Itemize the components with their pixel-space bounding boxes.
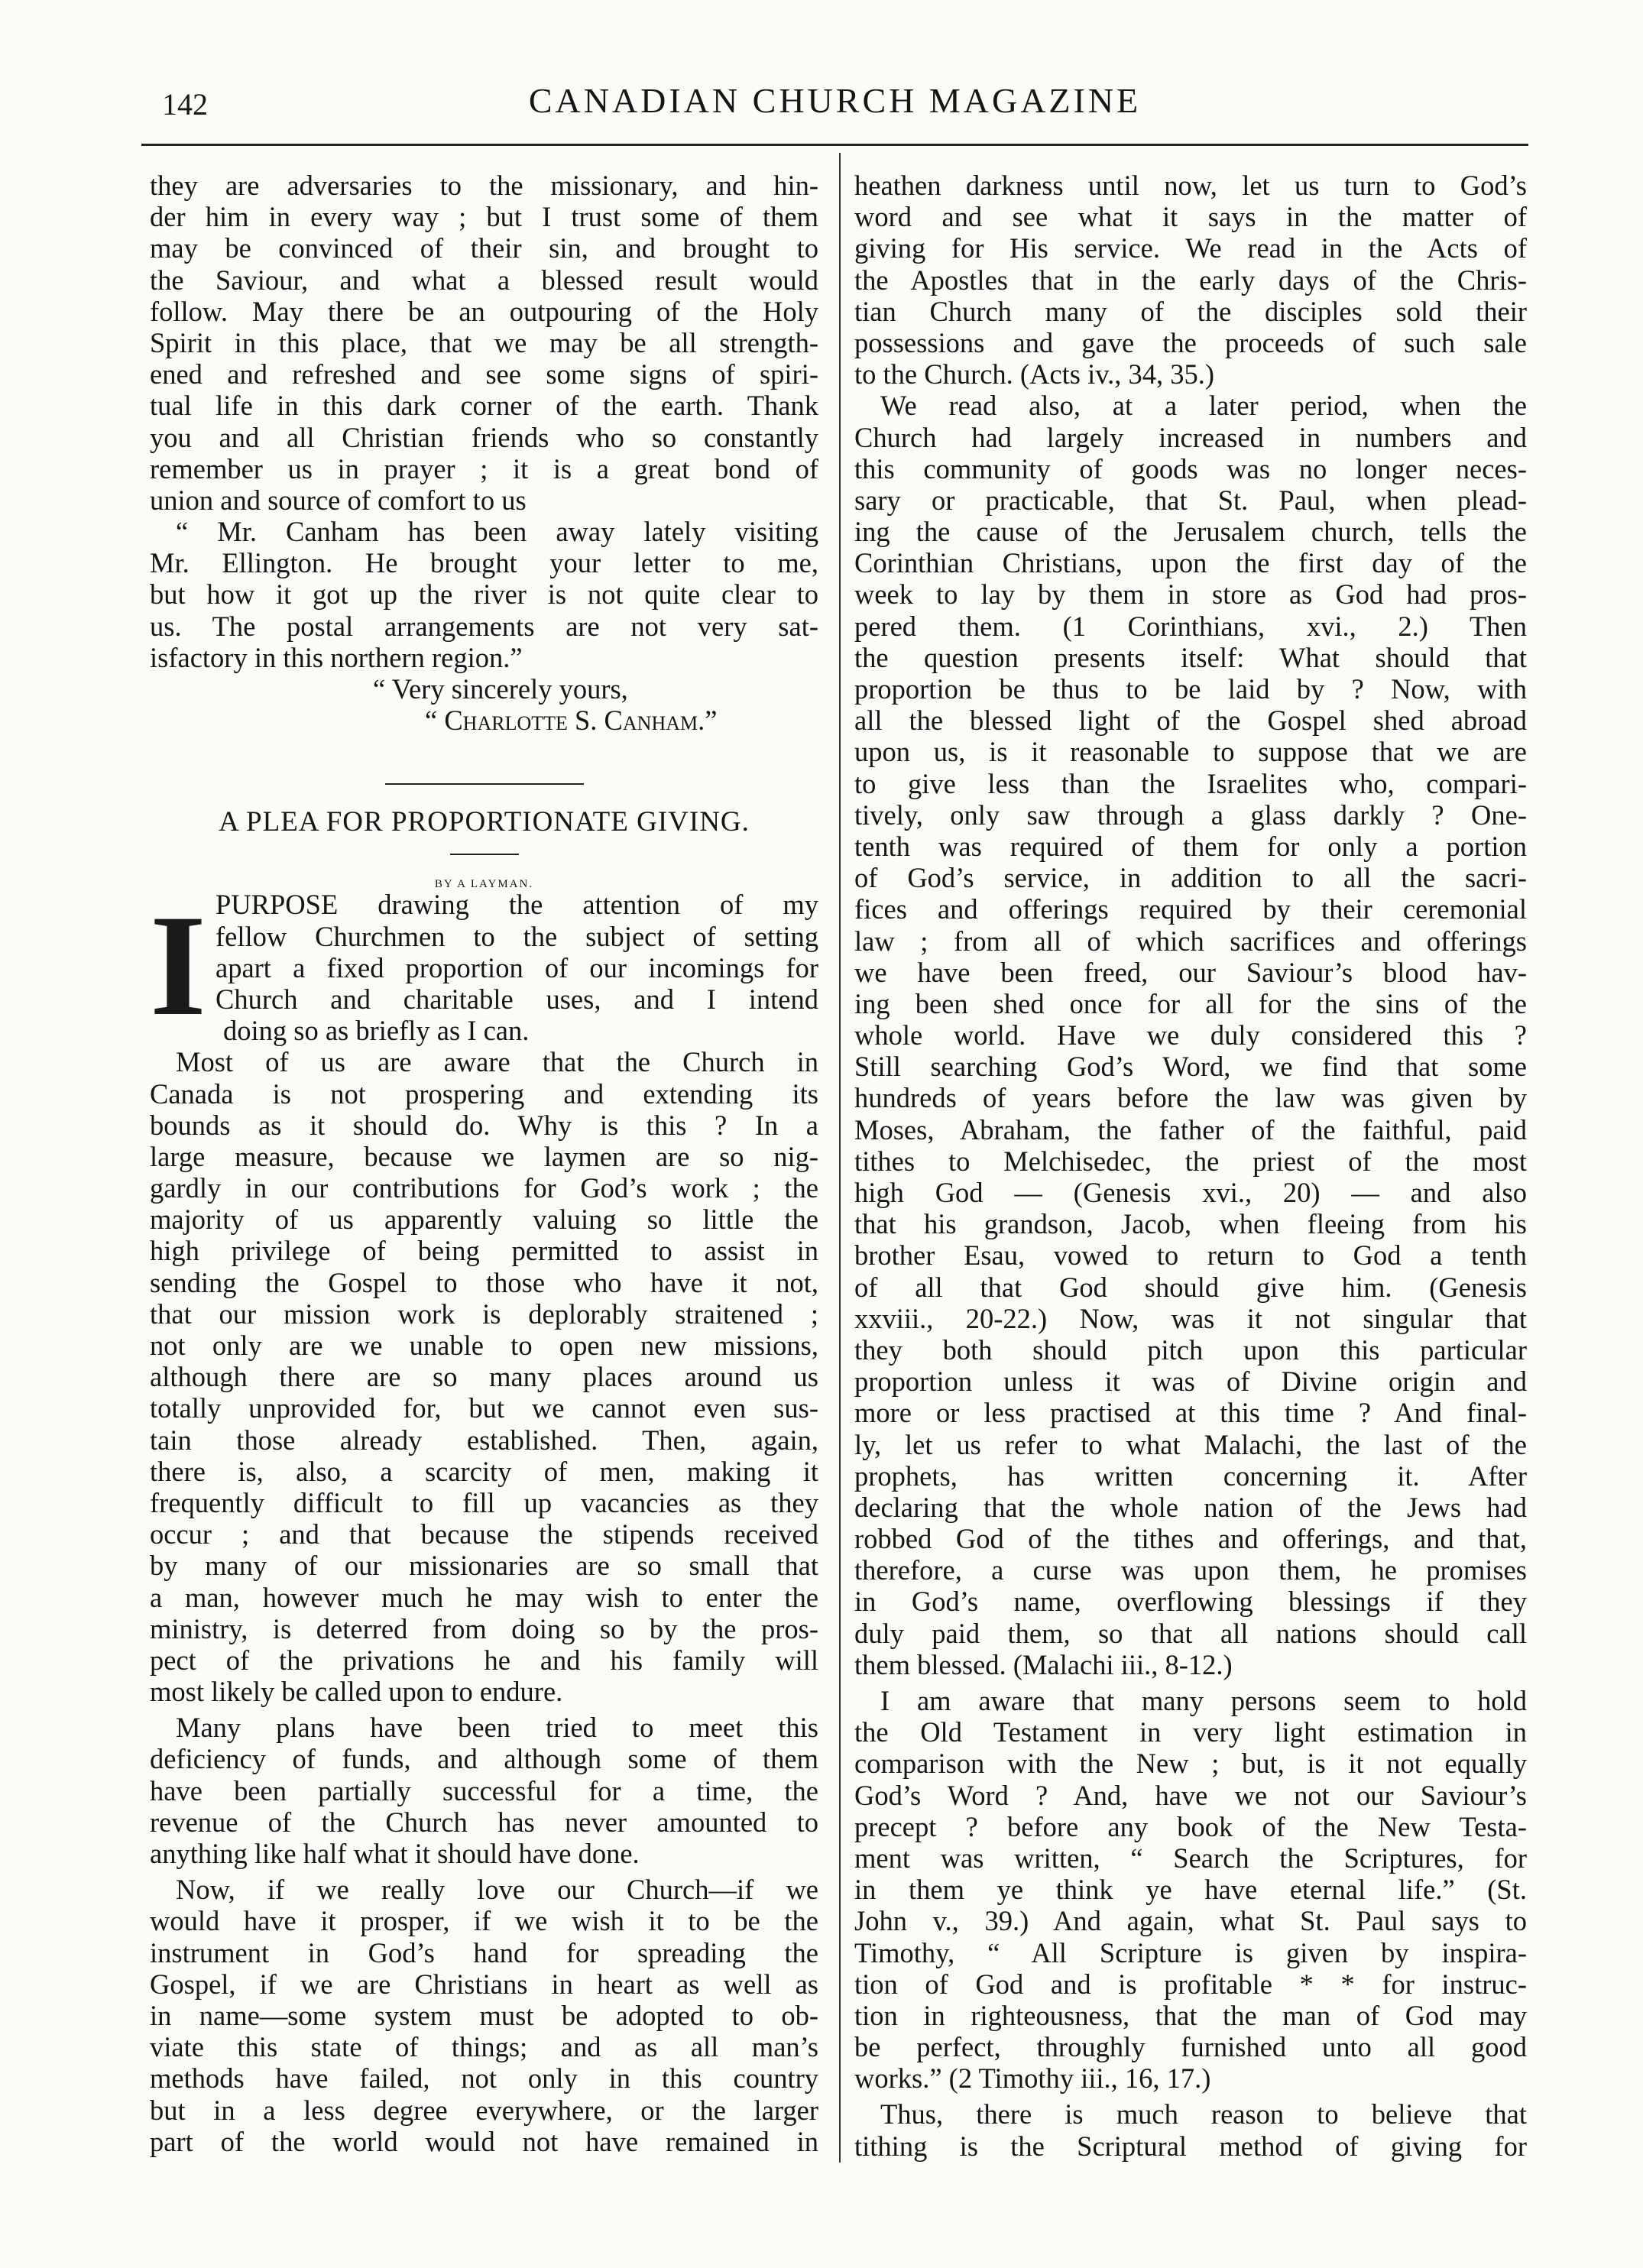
text-line: upon us, is it reasonable to suppose that we are xyxy=(854,736,1527,768)
text-line: week to lay by them in store as God had pros- xyxy=(854,578,1527,611)
text-line: fellow Churchmen to the subject of setting xyxy=(216,920,818,952)
text-line: ened and refreshed and see some signs of spiri- xyxy=(150,358,818,390)
text-line: bounds as it should do. Why is this ? In a xyxy=(150,1109,818,1141)
text-line: frequently difficult to fill up vacancies as they xyxy=(150,1486,818,1518)
text-line: may be convinced of their sin, and brought to xyxy=(150,232,818,264)
text-line: John v., 39.) And again, what St. Paul says to xyxy=(854,1905,1527,1937)
text-line: precept ? before any book of the New Testa- xyxy=(854,1810,1527,1842)
text-line: not only are we unable to open new missions, xyxy=(150,1330,818,1361)
text-line: apart a fixed proportion of our incomings for xyxy=(216,951,818,983)
text-line: possessions and gave the proceeds of such sale xyxy=(854,326,1527,358)
text-line: anything like half what it should have done. xyxy=(150,1838,640,1869)
body-paragraph xyxy=(854,390,1527,1680)
text-line: tain those already established. Then, again, xyxy=(150,1424,818,1456)
text-line: I am aware that many persons seem to hold xyxy=(880,1685,1527,1716)
text-line: by many of our missionaries are so small that xyxy=(150,1550,818,1582)
text-line: Moses, Abraham, the father of the faithful, paid xyxy=(854,1113,1527,1145)
text-line: PURPOSE drawing the attention of my xyxy=(216,889,818,921)
text-line: doing so as briefly as I can. xyxy=(223,1015,530,1047)
text-line: the question presents itself: What should that xyxy=(854,641,1527,673)
text-line: Most of us are aware that the Church in xyxy=(176,1046,818,1078)
text-line: ing been shed once for all for the sins of the xyxy=(854,987,1527,1019)
text-line: pect of the privations he and his family will xyxy=(150,1644,818,1676)
text-line: the Saviour, and what a blessed result would xyxy=(150,264,818,296)
text-line: fices and offerings required by their ceremonial xyxy=(854,893,1527,925)
body-paragraph xyxy=(150,1874,818,2157)
text-line: giving for His service. We read in the Acts of xyxy=(854,232,1527,264)
text-line: declaring that the whole nation of the Jews had xyxy=(854,1491,1527,1523)
text-line: in name—some system must be adopted to ob- xyxy=(150,1999,818,2031)
text-line: the Apostles that in the early days of the Chris- xyxy=(854,264,1527,296)
header-rule xyxy=(141,144,1528,146)
text-line: Timothy, “ All Scripture is given by inspira- xyxy=(854,1936,1527,1968)
article-byline: BY A LAYMAN. xyxy=(434,878,534,891)
text-line: all the blessed light of the Gospel shed abroad xyxy=(854,705,1527,737)
text-line: in God’s name, overflowing blessings if they xyxy=(854,1586,1527,1618)
text-line: tenth was required of them for only a portion xyxy=(854,830,1527,862)
text-line: instrument in God’s hand for spreading the xyxy=(150,1936,818,1968)
text-line: large measure, because we laymen are so nig- xyxy=(150,1140,818,1172)
letter-closing: “ Very sincerely yours, xyxy=(373,673,628,705)
text-line: proportion be thus to be laid by ? Now, with xyxy=(854,673,1527,705)
postscript-paragraph xyxy=(150,516,818,673)
text-line: you and all Christian friends who so constantly xyxy=(150,421,818,453)
text-line: tithing is the Scriptural method of giving for xyxy=(854,2130,1527,2162)
title-underline xyxy=(450,854,519,855)
text-line: although there are so many places around us xyxy=(150,1361,818,1393)
text-line: gardly in our contributions for God’s work ; the xyxy=(150,1172,818,1204)
text-line: isfactory in this northern region.” xyxy=(150,641,523,673)
text-line: God’s Word ? And, have we not our Saviour’s xyxy=(854,1779,1527,1811)
text-line: therefore, a curse was upon them, he promises xyxy=(854,1554,1527,1586)
text-line: follow. May there be an outpouring of the Holy xyxy=(150,295,818,327)
text-line: tion in righteousness, that the man of God may xyxy=(854,1999,1527,2031)
text-line: a man, however much he may wish to enter the xyxy=(150,1581,818,1613)
text-line: remember us in prayer ; it is a great bond of xyxy=(150,452,818,484)
text-line: Corinthian Christians, upon the first day of the xyxy=(854,547,1527,579)
text-line: high privilege of being permitted to assist in xyxy=(150,1235,818,1267)
text-line: prophets, has written concerning it. After xyxy=(854,1460,1527,1492)
text-line: Church and charitable uses, and I intend xyxy=(216,983,818,1015)
text-line: them blessed. (Malachi iii., 8-12.) xyxy=(854,1648,1233,1680)
text-line: methods have failed, not only in this country xyxy=(150,2062,818,2095)
text-line: heathen darkness until now, let us turn to God’s xyxy=(854,170,1527,201)
text-line: xxviii., 20-22.) Now, was it not singular that xyxy=(854,1302,1527,1334)
text-line: sary or practicable, that St. Paul, when plead- xyxy=(854,484,1527,516)
text-line: this community of goods was no longer neces- xyxy=(854,452,1527,484)
text-line: in them ye think ye have eternal life.” (St. xyxy=(854,1874,1527,1906)
letter-signature: “ Charlotte S. Canham.” xyxy=(425,705,718,737)
column-divider xyxy=(839,153,841,2163)
magazine-title: CANADIAN CHURCH MAGAZINE xyxy=(528,81,1142,120)
text-line: but how it got up the river is not quite clear to xyxy=(150,578,818,611)
text-line: pered them. (1 Corinthians, xvi., 2.) Then xyxy=(854,610,1527,642)
text-line: tively, only saw through a glass darkly ? One- xyxy=(854,799,1527,831)
text-line: totally unprovided for, but we cannot even sus- xyxy=(150,1392,818,1424)
text-line: der him in every way ; but I trust some of them xyxy=(150,201,818,233)
text-line: they both should pitch upon this particular xyxy=(854,1333,1527,1366)
body-paragraph xyxy=(150,1712,818,1869)
section-divider xyxy=(385,783,584,785)
text-line: Spirit in this place, that we may be all strength- xyxy=(150,326,818,358)
text-line: works.” (2 Timothy iii., 16, 17.) xyxy=(854,2062,1211,2095)
text-line: “ Mr. Canham has been away lately visiting xyxy=(176,516,818,548)
text-line: majority of us apparently valuing so little the xyxy=(150,1204,818,1236)
text-line: union and source of comfort to us xyxy=(150,484,527,516)
text-line: but in a less degree everywhere, or the larger xyxy=(150,2094,818,2126)
letter-paragraph xyxy=(150,170,818,516)
text-line: there is, also, a scarcity of men, making it xyxy=(150,1455,818,1487)
text-line: they are adversaries to the missionary, and hin- xyxy=(150,170,818,201)
text-line: proportion unless it was of Divine origin and xyxy=(854,1366,1527,1398)
text-line: tion of God and is profitable * * for instruc- xyxy=(854,1968,1527,2000)
text-line: tithes to Melchisedec, the priest of the most xyxy=(854,1145,1527,1177)
text-line: Still searching God’s Word, we find that some xyxy=(854,1051,1527,1083)
text-line: we have been freed, our Saviour’s blood hav- xyxy=(854,956,1527,988)
text-line: Gospel, if we are Christians in heart as well as xyxy=(150,1968,818,2000)
text-line: Church had largely increased in numbers and xyxy=(854,421,1527,453)
text-line: Thus, there is much reason to believe that xyxy=(880,2098,1527,2130)
text-line: high God — (Genesis xvi., 20) — and also xyxy=(854,1177,1527,1208)
text-line: Many plans have been tried to meet this xyxy=(176,1712,818,1744)
drop-cap-letter: I xyxy=(150,886,206,1047)
body-paragraph xyxy=(854,1685,1527,2094)
text-line: of all that God should give him. (Genesis xyxy=(854,1271,1527,1303)
text-line: to give less than the Israelites who, compari- xyxy=(854,767,1527,799)
text-line: hundreds of years before the law was given by xyxy=(854,1082,1527,1114)
text-line: of God’s service, in addition to all the sacri- xyxy=(854,862,1527,894)
text-line: would have it prosper, if we wish it to be the xyxy=(150,1905,818,1937)
text-line: part of the world would not have remained in xyxy=(150,2125,818,2157)
text-line: that his grandson, Jacob, when fleeing from his xyxy=(854,1208,1527,1240)
body-paragraph xyxy=(150,1046,818,1707)
text-line: more or less practised at this time ? And final- xyxy=(854,1397,1527,1429)
text-line: Canada is not prospering and extending its xyxy=(150,1077,818,1110)
text-line: have been partially successful for a time, the xyxy=(150,1774,818,1806)
page-number: 142 xyxy=(162,87,208,122)
intro-paragraph xyxy=(150,886,818,1047)
text-line: ing the cause of the Jerusalem church, tells the xyxy=(854,516,1527,548)
body-paragraph xyxy=(854,2098,1527,2161)
page-header xyxy=(145,80,1525,141)
text-line: Mr. Ellington. He brought your letter to me, xyxy=(150,547,818,579)
text-line: viate this state of things; and as all man’s xyxy=(150,2031,818,2063)
text-line: Now, if we really love our Church—if we xyxy=(176,1874,818,1906)
text-line: ministry, is deterred from doing so by the pros- xyxy=(150,1612,818,1644)
right-column xyxy=(854,170,1527,2162)
text-line: brother Esau, vowed to return to God a tenth xyxy=(854,1239,1527,1272)
text-line: deficiency of funds, and although some of them xyxy=(150,1743,818,1775)
text-line: tual life in this dark corner of the earth. Thank xyxy=(150,390,818,422)
text-line: the Old Testament in very light estimation in xyxy=(854,1716,1527,1748)
text-line: to the Church. (Acts iv., 34, 35.) xyxy=(854,358,1215,390)
left-column xyxy=(150,170,818,2157)
text-line: comparison with the New ; but, is it not equally xyxy=(854,1748,1527,1780)
text-line: revenue of the Church has never amounted to xyxy=(150,1806,818,1838)
text-line: law ; from all of which sacrifices and offerings xyxy=(854,925,1527,957)
text-line: ly, let us refer to what Malachi, the last of the xyxy=(854,1428,1527,1460)
text-line: be perfect, throughly furnished unto all good xyxy=(854,2031,1527,2063)
text-line: occur ; and that because the stipends received xyxy=(150,1518,818,1550)
article-title: A PLEA FOR PROPORTIONATE GIVING. xyxy=(219,806,750,838)
text-line: whole world. Have we duly considered this ? xyxy=(854,1019,1527,1051)
body-paragraph xyxy=(854,170,1527,390)
text-line: sending the Gospel to those who have it not, xyxy=(150,1266,818,1298)
text-line: word and see what it says in the matter of xyxy=(854,201,1527,233)
text-line: We read also, at a later period, when the xyxy=(880,390,1527,422)
text-line: us. The postal arrangements are not very sat- xyxy=(150,610,818,642)
text-line: robbed God of the tithes and offerings, and that, xyxy=(854,1523,1527,1555)
text-line: most likely be called upon to endure. xyxy=(150,1676,563,1708)
text-line: that our mission work is deplorably straitened ; xyxy=(150,1298,818,1330)
text-line: tian Church many of the disciples sold their xyxy=(854,295,1527,327)
text-line: duly paid them, so that all nations should call xyxy=(854,1617,1527,1649)
text-line: ment was written, “ Search the Scriptures, for xyxy=(854,1842,1527,1874)
